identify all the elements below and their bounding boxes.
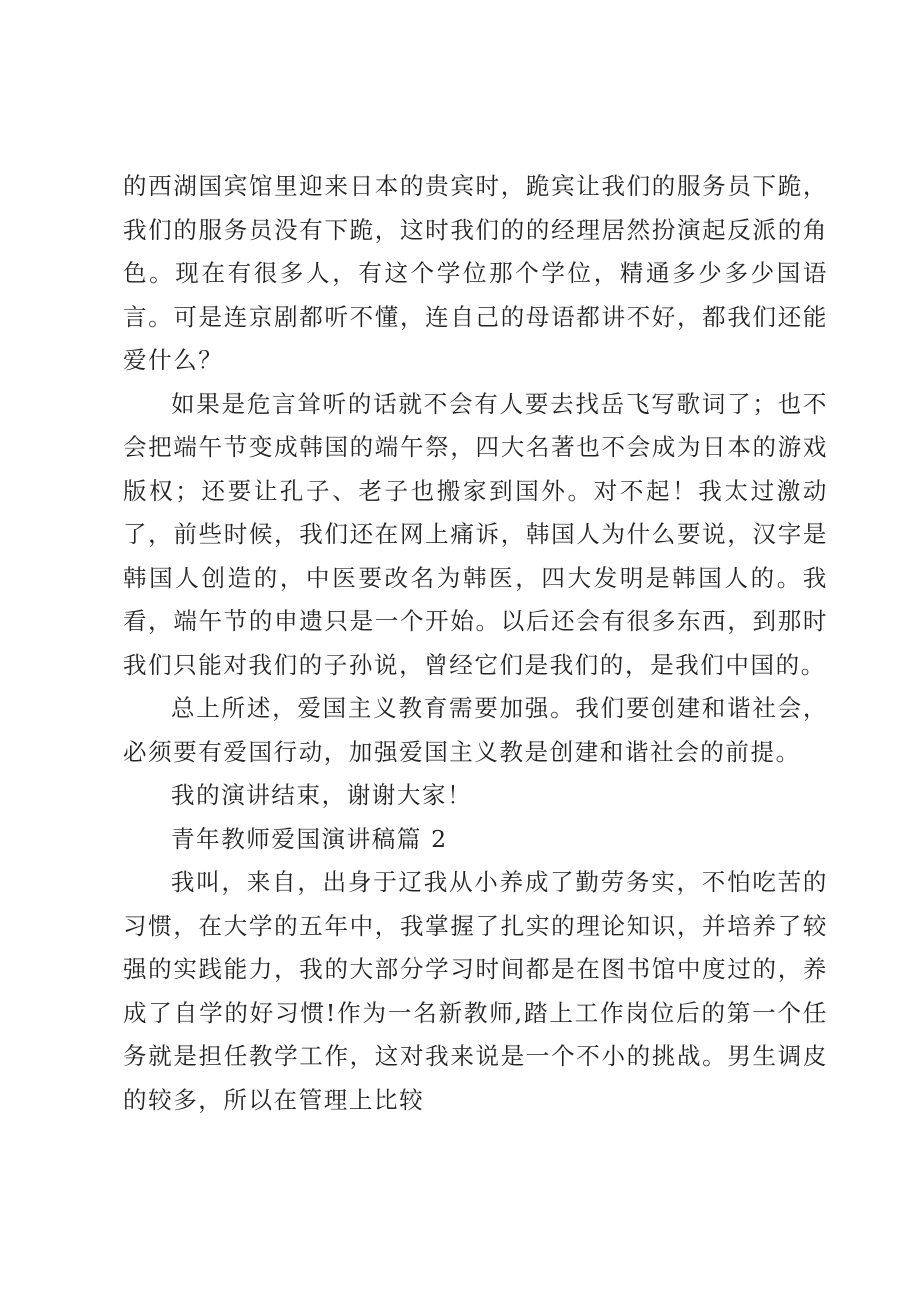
section-title: 青年教师爱国演讲稿篇 2	[171, 824, 448, 853]
paragraph-closing: 我的演讲结束，谢谢大家！	[171, 781, 473, 809]
document-body	[123, 165, 828, 1122]
paragraph: 如果是危言耸听的话就不会有人要去找岳飞写歌词了；也不会把端午节变成韩国的端午祭，四大名著也不会成为日本的游戏版权；还要让孔子、老子也搬家到国外。对不起！我太过激动了，前些时候，我们还在网上痛诉，韩国人为什么要说，汉字是韩国人创造的，中医要改名为韩医，四大发明是韩国人的。我看，端午节的申遗只是一个开始。以后还会有很多东西，到那时我们只能对我们的子孙说，曾经它们是我们的，是我们中国的。	[123, 389, 828, 679]
paragraph: 我叫，来自，出身于辽我从小养成了勤劳务实，不怕吃苦的习惯，在大学的五年中，我掌握了扎实的理论知识，并培养了较强的实践能力，我的大部分学习时间都是在图书馆中度过的，养成了自学的好习惯!作为一名新教师,踏上工作岗位后的第一个任务就是担任教学工作，这对我来说是一个不小的挑战。男生调皮的较多，所以在管理上比较	[123, 868, 828, 1114]
paragraph: 总上所述，爱国主义教育需要加强。我们要创建和谐社会，必须要有爱国行动，加强爱国主义教是创建和谐社会的前提。	[123, 694, 828, 766]
paragraph-continuation: 的西湖国宾馆里迎来日本的贵宾时，跪宾让我们的服务员下跪，我们的服务员没有下跪，这时我们的的经理居然扮演起反派的角色。现在有很多人，有这个学位那个学位，精通多少多少国语言。可是连京剧都听不懂，连自己的母语都讲不好，都我们还能爱什么？	[123, 172, 828, 374]
